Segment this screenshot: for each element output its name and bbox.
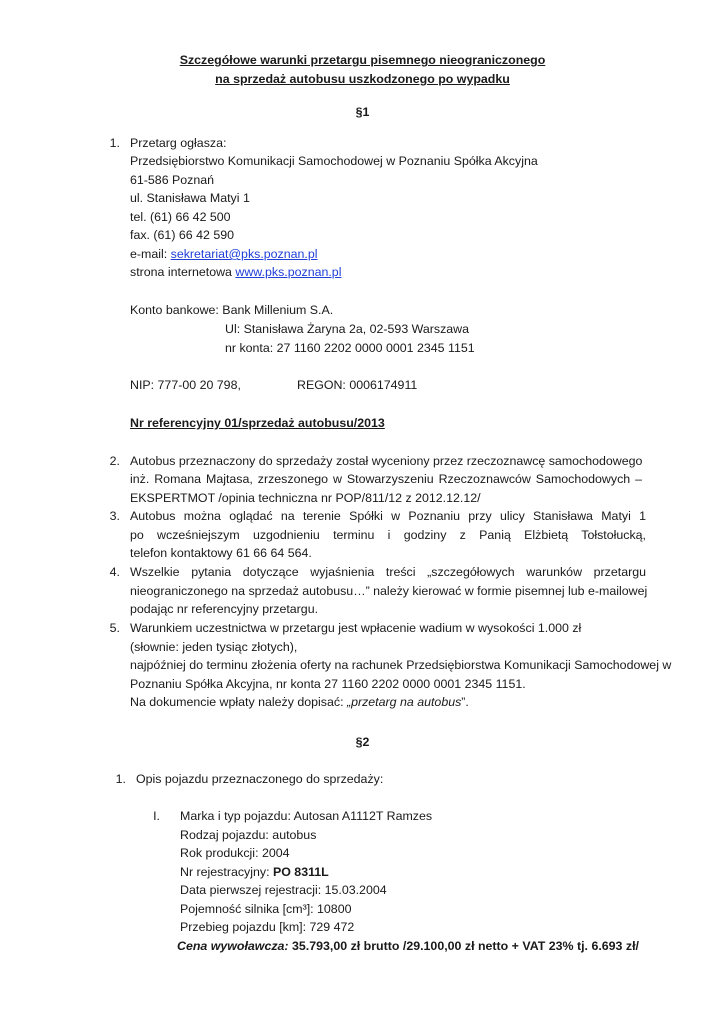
reference-number: Nr referencyjny 01/sprzedaż autobusu/2013 [130,416,385,430]
regon: REGON: 0006174911 [297,378,418,392]
deposit-note-end: ”. [461,695,469,709]
company-tel: tel. (61) 66 42 500 [130,210,231,224]
email-link[interactable]: sekretariat@pks.poznan.pl [170,247,318,261]
list-number-3: 3. [109,509,120,523]
valuation-line-1: Autobus przeznaczony do sprzedaży został wyceniony przez rzeczoznawcę samochodowego [130,454,643,468]
vehicle-price-line [177,938,639,954]
registration-label: Nr rejestracyjny: [180,865,273,879]
vehicle-mileage: Przebieg pojazdu [km]: 729 472 [180,920,355,934]
nip: NIP: 777-00 20 798, [130,378,241,392]
company-fax: fax. (61) 66 42 590 [130,228,235,242]
viewing-line-3: telefon kontaktowy 61 66 64 564. [130,546,312,560]
deposit-line-1: Warunkiem uczestnictwa w przetargu jest wpłacenie wadium w wysokości 1.000 zł [130,621,582,635]
vehicle-year: Rok produkcji: 2004 [180,846,290,860]
deposit-line-3: najpóźniej do terminu złożenia oferty na rachunek Przedsiębiorstwa Komunikacji Samochodowej w [130,658,672,672]
vehicle-description-lead: Opis pojazdu przeznaczonego do sprzedaży: [136,772,384,786]
viewing-line-2: po wcześniejszym uzgodnieniu terminu i godziny z Panią Elżbietą Tołstołucką, [130,528,646,542]
company-street: ul. Stanisława Matyi 1 [130,191,250,205]
vehicle-first-registration: Data pierwszej rejestracji: 15.03.2004 [180,883,387,897]
bank-name: Konto bankowe: Bank Millenium S.A. [130,303,334,317]
valuation-line-3: EKSPERTMOT /opinia techniczna nr POP/811/12 z 2012.12.12/ [130,491,481,505]
price-label: Cena wywoławcza: [177,939,289,953]
www-label: strona internetowa [130,265,236,279]
questions-line-1: Wszelkie pytania dotyczące wyjaśnienia treści „szczegółowych warunków przetargu [130,565,646,579]
list-number-2: 2. [109,454,120,468]
questions-line-2: nieograniczonego na sprzedaż autobusu…” należy kierować w formie pisemnej lub e-mailowej [130,584,648,598]
viewing-line-1: Autobus można oglądać na terenie Spółki w Poznaniu przy ulicy Stanisława Matyi 1 [130,509,646,523]
vehicle-roman-number: I. [153,809,160,823]
deposit-line-4: Poznaniu Spółka Akcyjna, nr konta 27 1160 2202 0000 0001 2345 1151. [130,677,526,691]
section-heading-1: §1 [355,105,370,119]
valuation-line-2: inż. Romana Majtasa, zrzeszonego w Stowarzyszeniu Rzeczoznawców Samochodowych – [130,472,642,486]
document-title-line-1: Szczegółowe warunki przetargu pisemnego nieograniczonego [179,53,546,67]
list-number-5: 5. [109,621,120,635]
section-heading-2: §2 [355,735,370,749]
deposit-line-2: (słownie: jeden tysiąc złotych), [130,640,298,654]
list-number-4: 4. [109,565,120,579]
vehicle-engine: Pojemność silnika [cm³]: 10800 [180,902,352,916]
deposit-note-label: Na dokumencie wpłaty należy dopisać: [130,695,347,709]
list-number-1: 1. [109,136,120,150]
s2-list-number-1: 1. [115,772,126,786]
deposit-line-5 [130,694,469,710]
price-value: 35.793,00 zł brutto /29.100,00 zł netto + VAT 23% tj. 6.693 zł/ [288,939,639,953]
company-postal: 61-586 Poznań [130,173,215,187]
deposit-note-text: „przetarg na autobus [346,695,462,709]
vehicle-registration-line [180,864,329,880]
announcer-lead: Przetarg ogłasza: [130,136,227,150]
document-title-line-2: na sprzedaż autobusu uszkodzonego po wypadku [215,72,510,86]
questions-line-3: podając nr referencyjny przetargu. [130,602,319,616]
bank-address: Ul: Stanisława Żaryna 2a, 02-593 Warszawa [225,322,470,336]
website-link[interactable]: www.pks.poznan.pl [235,265,342,279]
company-www-line [130,264,341,280]
vehicle-kind: Rodzaj pojazdu: autobus [180,828,317,842]
company-name: Przedsiębiorstwo Komunikacji Samochodowej w Poznaniu Spółka Akcyjna [130,154,538,168]
company-email-line [130,246,318,262]
registration-value: PO 8311L [272,865,329,879]
bank-account: nr konta: 27 1160 2202 0000 0001 2345 1151 [225,341,475,355]
email-label: e-mail: [130,247,171,261]
vehicle-make: Marka i typ pojazdu: Autosan A1112T Ramzes [180,809,433,823]
